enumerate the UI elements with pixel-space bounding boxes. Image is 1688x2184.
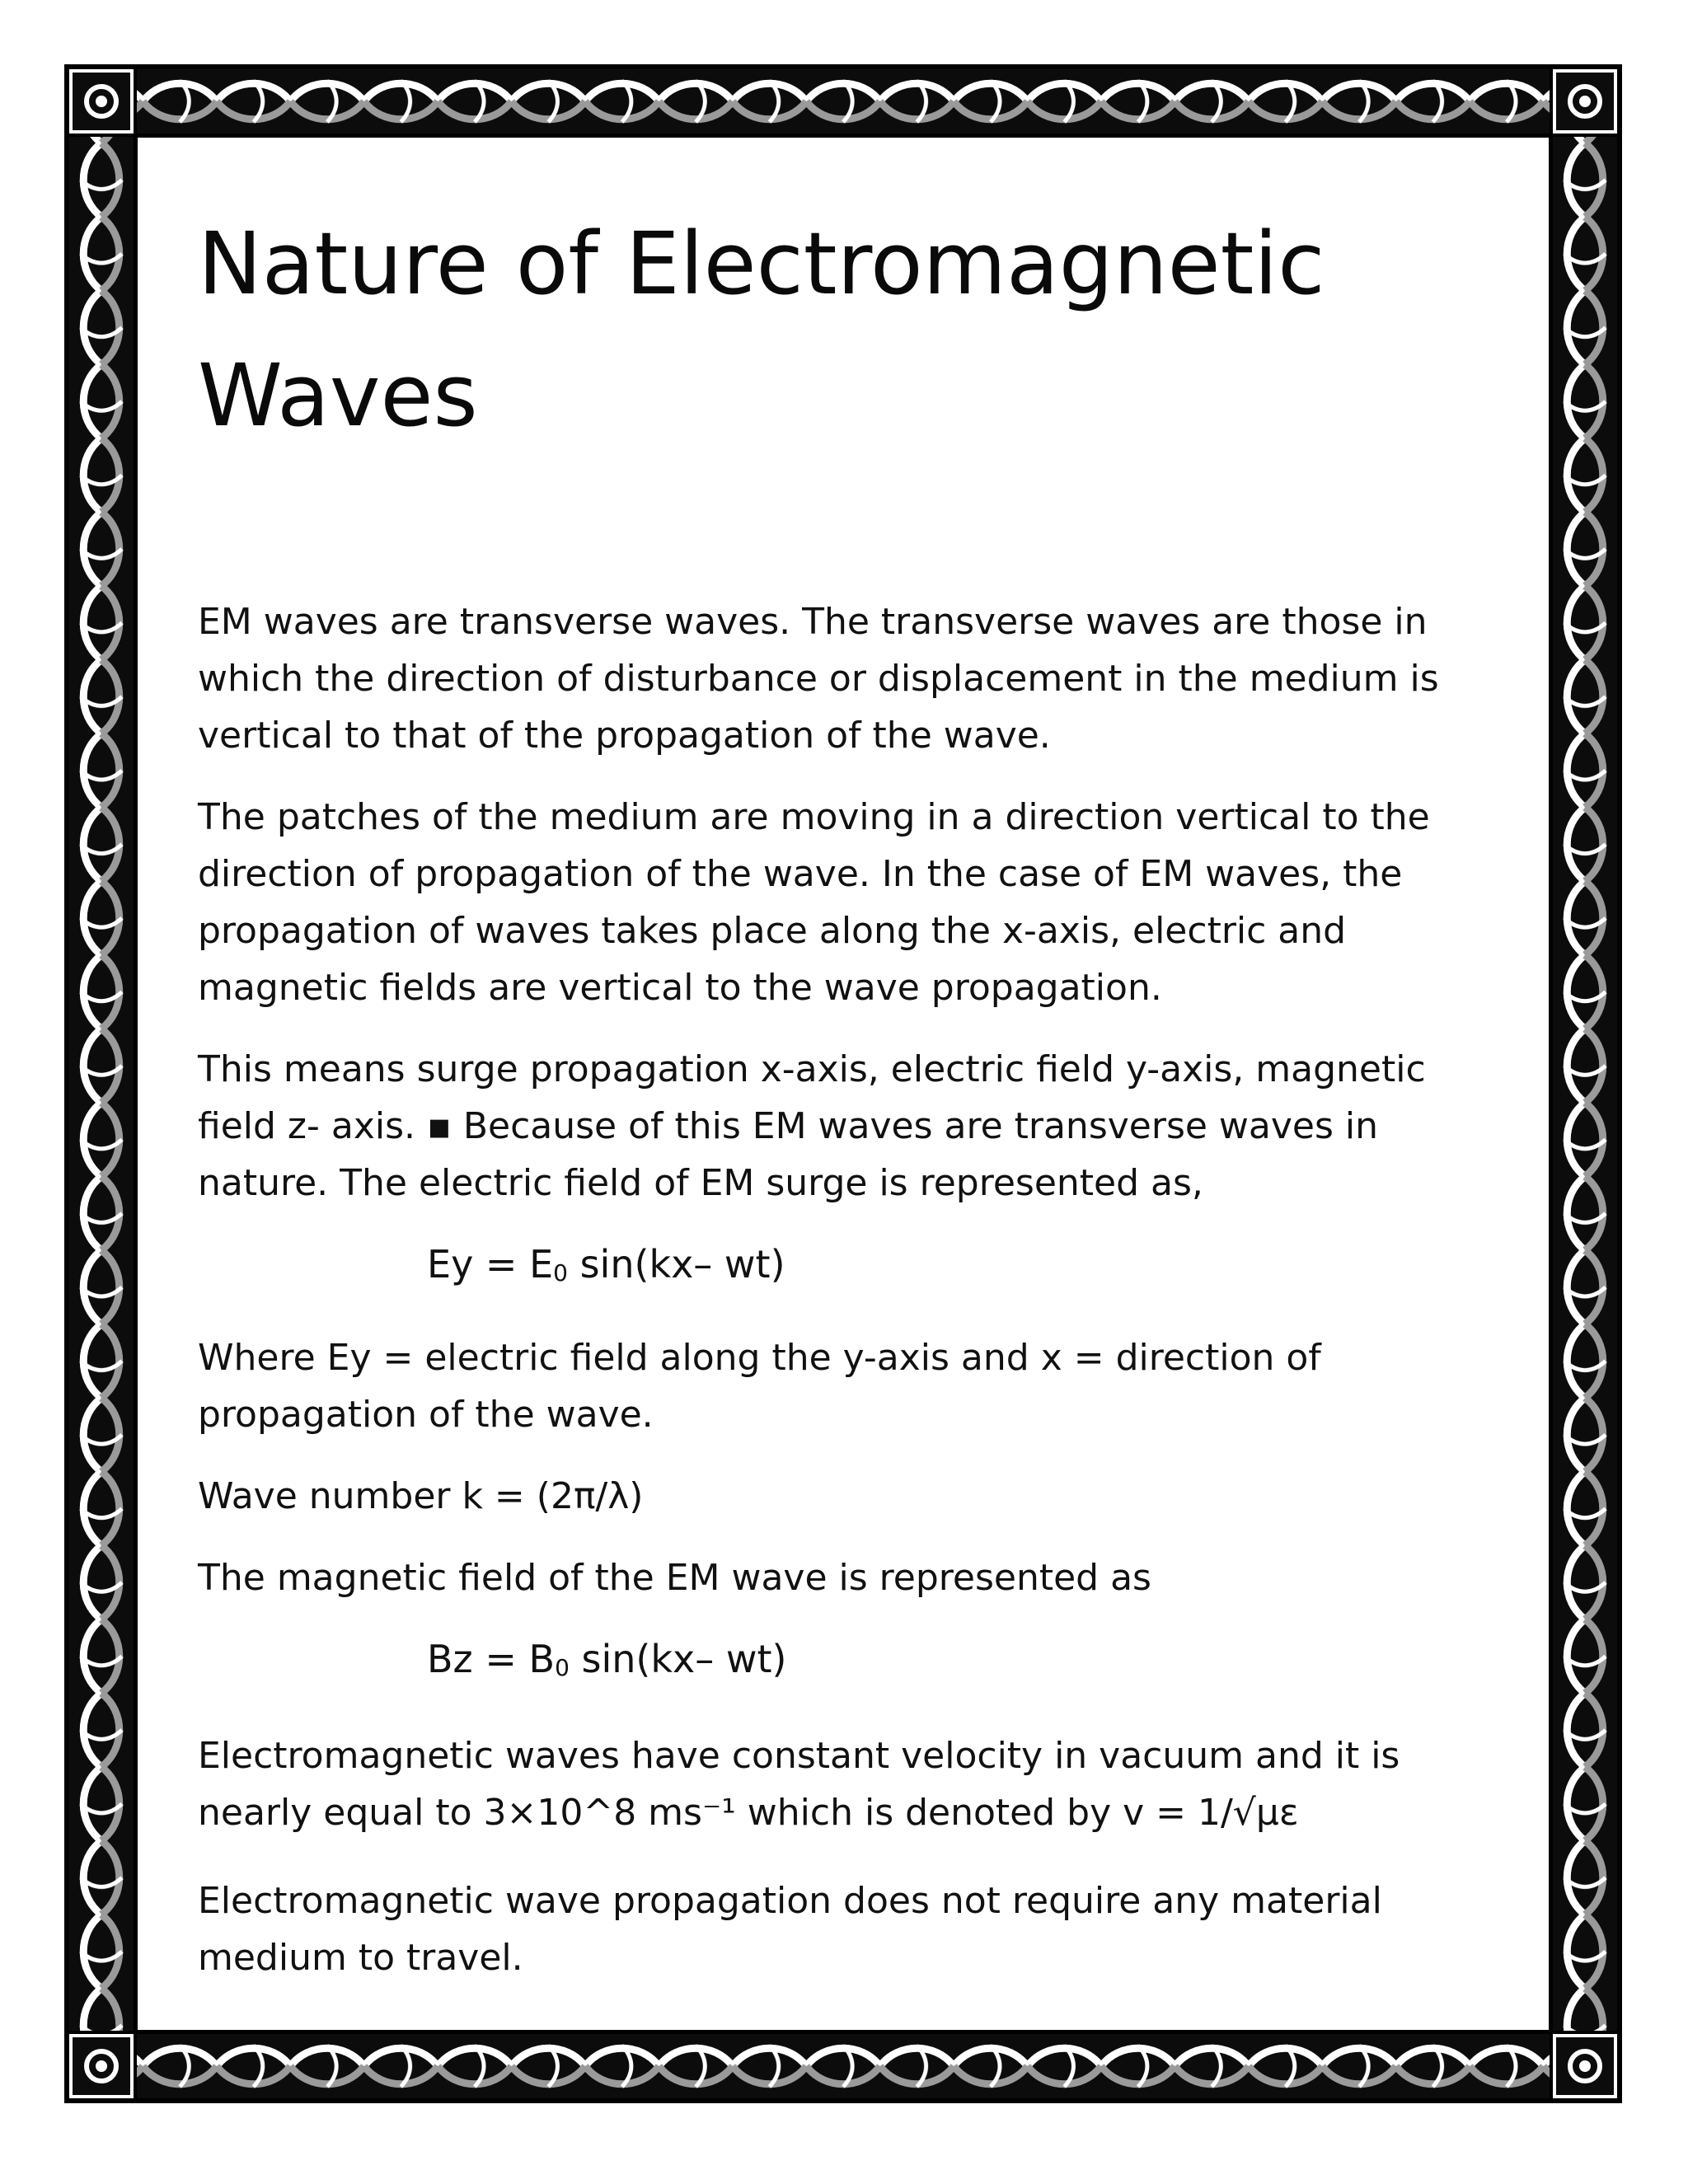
equation-electric-field bbox=[198, 1236, 1484, 1301]
paragraph-no-medium: Electromagnetic wave propagation does not require any material medium to travel. bbox=[198, 1880, 1382, 1979]
corner-ornament-icon bbox=[69, 2034, 134, 2098]
corner-ornament-icon bbox=[1553, 69, 1617, 134]
paragraph-velocity: Electromagnetic waves have constant velocity in vacuum and it is nearly equal to 3×10^8 ms⁻¹ which is denoted by v = 1/√με bbox=[198, 1735, 1400, 1834]
corner-ornament-icon bbox=[69, 69, 134, 134]
border-left-braid bbox=[69, 69, 134, 2098]
paragraph-axes: This means surge propagation x-axis, electric field y-axis, magnetic field z- axis. ▪ Because of this EM waves are transverse waves in nature. The electric field of EM surge is represented as, bbox=[198, 1048, 1426, 1204]
equation-subscript: 0 bbox=[555, 1654, 570, 1681]
paragraph-ey-definition: Where Ey = electric field along the y-axis and x = direction of propagation of the wave. bbox=[198, 1337, 1321, 1436]
equation-magnetic-field bbox=[198, 1631, 1484, 1696]
border-right-braid bbox=[1553, 69, 1617, 2098]
equation-rhs: sin(kx– wt) bbox=[569, 1637, 787, 1681]
border-bottom-braid bbox=[69, 2034, 1617, 2098]
border-top-braid bbox=[69, 69, 1617, 134]
paragraph-propagation: The patches of the medium are moving in a direction vertical to the direction of propagation of the wave. In the case of EM waves, the propagation of waves takes place along the x-axis, electric and magnetic fields are vertical to the wave propagation. bbox=[198, 796, 1430, 1009]
equation-lhs: Bz = B bbox=[427, 1637, 556, 1681]
corner-ornament-icon bbox=[1553, 2034, 1617, 2098]
equation-rhs: sin(kx– wt) bbox=[567, 1242, 785, 1286]
document-body bbox=[198, 198, 1484, 2011]
paragraph-wave-number: Wave number k = (2π/λ) bbox=[198, 1475, 644, 1517]
paragraph-magnetic-intro: The magnetic field of the EM wave is represented as bbox=[198, 1557, 1151, 1599]
paragraph-transverse: EM waves are transverse waves. The transverse waves are those in which the direction of disturbance or displacement in the medium is vertical to that of the propagation of the wave. bbox=[198, 601, 1439, 757]
page-title: Nature of Electromagnetic Waves bbox=[198, 213, 1325, 446]
equation-subscript: 0 bbox=[553, 1259, 568, 1286]
equation-lhs: Ey = E bbox=[427, 1242, 554, 1286]
